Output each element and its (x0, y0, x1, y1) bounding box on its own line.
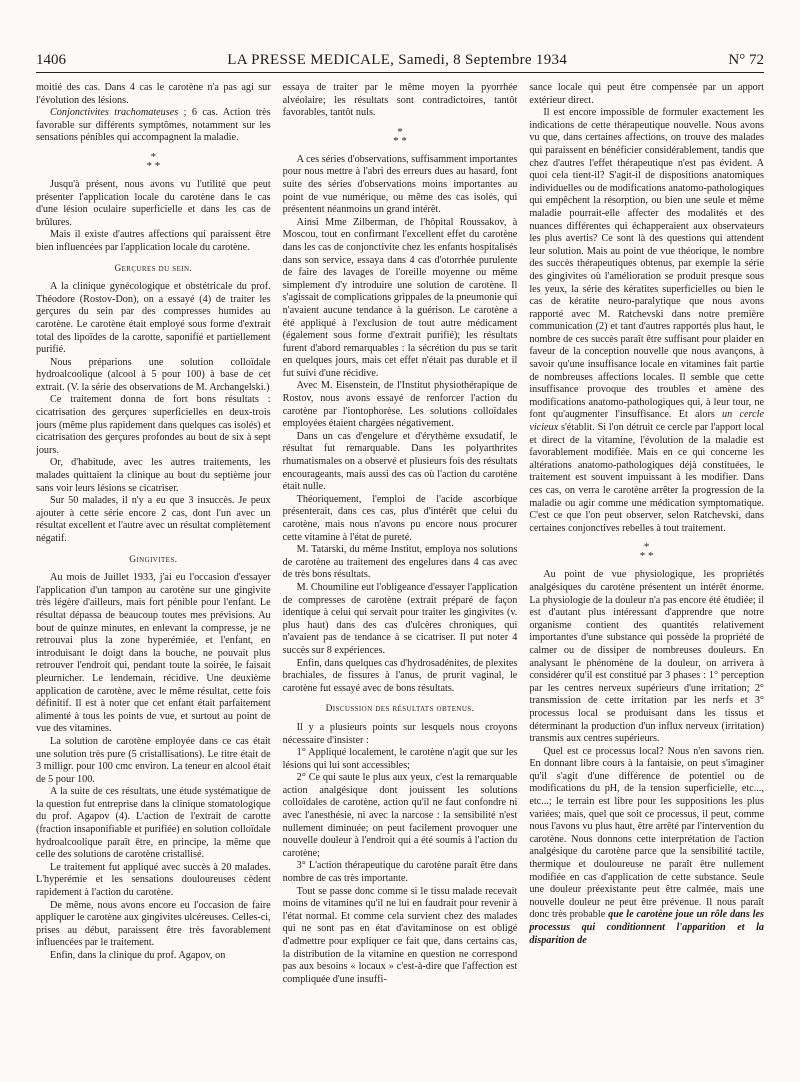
page-number: 1406 (36, 51, 66, 68)
emphasis: que le carotène joue un rôle dans les processus qui conditionnent l'apparition et la disparition de (529, 909, 764, 946)
paragraph: Nous préparions une solution colloïdale hydroalcoolique (alcool à 5 pour 100) à base de cet extrait. (V. la série des observations de M. Archangelski.) (36, 356, 271, 393)
paragraph: A ces séries d'observations, suffisamment importantes pour nous mettre à l'abri des erreurs dues au hasard, font suite des séries d'observations moins importantes au point de vue numérique, ou même des cas isolés, qui présentent néanmoins un grand intérêt. (282, 153, 518, 216)
paragraph: De même, nous avons encore eu l'occasion de faire appliquer le carotène aux gingivites ulcéreuses. Celles-ci, prises au début, paraissent être très favorablement influencées par le traitement. (36, 899, 271, 949)
section-heading: Discussion des résultats obtenus. (325, 704, 475, 715)
paragraph (36, 107, 271, 145)
paragraph: Le traitement fut appliqué avec succès à 20 malades. L'hyperémie et les sensations douloureuses cèdent rapidement à l'action du carotène. (36, 861, 271, 899)
paragraph-lead: Conjonctivites trachomateuses (50, 107, 179, 119)
paragraph: moitié des cas. Dans 4 cas le carotène n'a pas agi sur l'évolution des lésions. (36, 82, 271, 106)
paragraph: Au mois de Juillet 1933, j'ai eu l'occasion d'essayer l'application d'un tampon au carotène sur une gingivite très légère d'ailleurs, mais fort pénible pour l'enfant. Le résultat dépassa de beaucoup toutes mes prévisions. Au bout de quinze minutes, en enlevant la compresse, je ne retrouvai plus la zone hyperémiée, et l'enfant, en introduisant le doigt dans la bouche, ne pouvait plus retrouver l'endroit qui, pendant toute la soirée, le faisait pleurnicher. Le lendemain, récidive. Une deuxième application de carotène, avec le même résultat, cette fois définitif. Il est à noter que cet enfant était parfaitement alimenté à tous les points de vue, et surtout au point de vue des vitamines. (36, 572, 271, 735)
paragraph: 3° L'action thérapeutique du carotène paraît être dans nombre de cas très importante. (282, 860, 518, 885)
page-header (36, 48, 764, 73)
paragraph: sance locale qui peut être compensée par un apport extérieur direct. (529, 82, 764, 106)
section-heading: Gingivites. (129, 554, 178, 565)
paragraph: A la clinique gynécologique et obstétricale du prof. Théodore (Rostov-Don), on a essayé (4) de traiter les gerçures du sein par des compresses humides au carotène. Le carotène était employé sous forme d'extrait total des lipoïdes de la carotte, saponifié et partiellement purifié. (36, 281, 271, 356)
section-separator: * * * (639, 541, 654, 563)
paragraph: Mais il existe d'autres affections qui paraissent être bien influencées par l'application locale du carotène. (36, 229, 271, 253)
paragraph-text: s'établit. Si l'on détruit ce cercle par l'apport local et direct de la vitamine, l'évolution de la maladie est favorablement modifiée. Mais en ce qui concerne les altérations anatomo-pathologiques déjà constituées, le traitement est souvent impuissant à les modifier. Dans ces cas, on verra le carotène arrêter la progression de la maladie ou agir comme une médication symptomatique. C'est ce que l'on peut observer, selon Ratchevski, dans certaines conjonctives rebelles à tout traitement. (529, 422, 764, 534)
paragraph: Avec M. Eisenstein, de l'Institut physiothérapique de Rostov, nous avons essayé de renforcer l'action du carotène par l'iontophorèse. Les solutions colloïdales employées étaient chargées négativement. (282, 380, 518, 430)
paragraph: M. Choumiline eut l'obligeance d'essayer l'application de compresses de carotène (extrait préparé de façon identique à celui qui servait pour traiter les gingivites (v. plus haut) dans des cas d'ulcères chroniques, qui n'avaient pas de tendance à se cicatriser. Il put noter 4 succès sur 8 expériences. (282, 581, 518, 656)
paragraph: La solution de carotène employée dans ce cas était une solution très pure (5 cristallisations). Le titre était de 3 milligr. pour 100 cmc environ. La teneur en alcool était de 5 pour 100. (36, 735, 271, 785)
emphasis: un cercle vicieux (529, 409, 764, 434)
paragraph: Dans un cas d'engelure et d'érythème exsudatif, le résultat fut remarquable. Dans les polyarthrites rhumatismales on a observé et plusieurs fois des résultats encourageants, mais aussi des cas où l'action du carotène était nulle. (282, 430, 518, 493)
column-2 (283, 82, 518, 1068)
article-columns (36, 82, 764, 1068)
paragraph: Ce traitement donna de fort bons résultats : cicatrisation des gerçures superficielles en deux-trois jours (même plus rapidement dans quelques cas isolés) et cicatrisation des gerçures profondes au bout de six à sept jours. (36, 394, 271, 456)
issue-number: N° 72 (728, 51, 764, 68)
paragraph: Ainsi Mme Zilberman, de l'hôpital Roussakov, à Moscou, tout en confirmant l'excellent effet du carotène dans les cas de conjonctivite chez les enfants hospitalisés dans son service, essaya dans 4 cas d'otorrhée purulente de faire des lavages de l'oreille moyenne ou même simplement d'y introduire une solution de carotène. Il s'agissait de complications grippales de la pneumonie qui n'avaient aucune tendance à la guérison. Le carotène a été appliqué à l'exclusion de tout autre médicament (également sous forme d'extrait purifié); les résultats furent d'abord remarquables : la sécrétion du pus se tarit en quelques jours, mais cet effet n'était pas durable et il fut suivi d'une récidive. (282, 216, 518, 379)
paragraph: A la suite de ces résultats, une étude systématique de la question fut entreprise dans la clinique stomatologique du prof. Agapov (4). L'action de l'extrait de carotte (fraction insaponifiable et purifiée) en solution colloïdale hydroalcoolique paraît être, en principe, la même que celle des solutions de carotène cristallisé. (36, 786, 271, 861)
section-separator: * * * (393, 125, 407, 147)
paragraph: Enfin, dans quelques cas d'hydrosadénites, de plexites brachiales, de fissures à l'anus, de prurit vaginal, le carotène fut essayé avec de bons résultats. (282, 657, 518, 694)
column-3 (529, 82, 764, 1068)
paragraph (529, 107, 764, 535)
section-heading: Gerçures du sein. (114, 263, 193, 274)
journal-title: LA PRESSE MEDICALE, Samedi, 8 Septembre 1934 (227, 51, 568, 68)
paragraph: Il y a plusieurs points sur lesquels nous croyons nécessaire d'insister : (282, 721, 518, 746)
paragraph: Tout se passe donc comme si le tissu malade recevait moins de vitamines qu'il ne lui en faudrait pour revenir à l'état normal. Et comme cela survient chez des malades qui ne sont pas en état d'avitaminose on est obligé d'admettre pour expliquer ce fait que, dans certains cas, la distribution de la vitamine en question ne correspond pas aux besoins « locaux » c'est-à-dire que l'affection est compliquée d'une insuffi- (282, 885, 518, 985)
paragraph: Jusqu'à présent, nous avons vu l'utilité que peut présenter l'application locale du carotène dans le cas d'une lésion oculaire superficielle et dans les cas de brûlures. (36, 178, 271, 228)
paragraph: 1° Appliqué localement, le carotène n'agit que sur les lésions qui lui sont accessibles; (282, 747, 518, 771)
paragraph: Théoriquement, l'emploi de l'acide ascorbique présenterait, dans ces cas, plus d'intérêt que celui du carotène, mais nous n'avons pu encore nous procurer cette vitamine à l'état de pureté. (282, 493, 518, 543)
paragraph: 2° Ce qui saute le plus aux yeux, c'est la remarquable action analgésique dont jouissent les solutions colloïdales de carotène, action qu'il ne faut confondre ni avec l'anesthésie, ni avec la narcose : la sensibilité n'est nullement diminuée; on peut facilement provoquer une nouvelle douleur à l'endroit qui a été soumis à l'action du carotène; (282, 772, 518, 859)
column-1 (36, 82, 271, 1068)
paragraph: M. Tatarski, du même Institut, employa nos solutions de carotène au traitement des engelures dans 4 cas avec de très bons résultats. (282, 544, 518, 581)
paragraph: essaya de traiter par le même moyen la pyorrhée alvéolaire; les résultats sont contradictoires, tantôt favorables, tantôt nuls. (282, 82, 518, 119)
paragraph: Or, d'habitude, avec les autres traitements, les malades quittaient la clinique au bout du septième jour sans voir leurs lésions se cicatriser. (36, 457, 271, 494)
section-separator: * * * (146, 150, 161, 172)
paragraph: Sur 50 malades, il n'y a eu que 3 insuccès. Je peux ajouter à cette série encore 2 cas, dont l'un avec un résultat excellent et l'autre avec un résultat complètement négatif. (36, 495, 271, 544)
paragraph-text: Il est encore impossible de formuler exactement les indications de cette thérapeutique nouvelle. Nous avons vu que, dans certaines affections, on trouve des malades qui paraissent en bénéficier considérablement, tandis que chez d'autres l'effet thérapeutique n'est pas évident. A quoi cela tient-il? S'agit-il de dispositions anatomiques individuelles ou de modifications anatomo-pathologiques qui empêchent la résorption, ou bien une seule et même maladie pourrait-elle affecter des modalités et des nuances différentes qui échapperaient aux observateurs les plus avertis? Ce sont là des questions qui attendent leur solution. Mais au point de vue théorique, le nombre des succès thérapeutiques obtenus, par exemple la série des gingivites où l'amélioration se produit presque sous les yeux, la série des kératites superficielles ou bien le cas de kératite neuro-paralytique que nous avons rapporté avec M. Ratchevski dans notre première communication (2) et tant d'autres rapportés plus haut, le nombre de ces succès paraît être suffisant pour plaider en faveur de la conception nouvelle que nous avançons, à savoir qu'une insuffisance locale en vitamines fait partie de nombreuses affections locales. Il semble que cette insuffisance provoque des troubles et amène des modifications anatomo-pathologiques qui, à leur tour, ne font qu'augmenter l'insuffisance. Et alors (529, 107, 764, 421)
paragraph-text: Quel est ce processus local? Nous n'en savons rien. En donnant libre cours à la fantaisie, on peut s'imaginer qu'il s'agit d'une différence de potentiel ou de modifications du pH, de la tension superficielle, etc..., etc...; le terrain est libre pour les suppositions les plus variées; mais, quel que soit ce processus, il peut, comme nous l'avons vu plus haut, être arrêté par l'intervention du carotène. Nous donnons cette interprétation de l'action analgésique du carotène parce que la sensibilité tactile, thermique et douloureuse ne paraît être nullement modifiée en cas d'application de cette substance. Seule une douleur préexistante peut être calmée, mais une nouvelle douleur ne peut être prévenue. Il nous paraît donc très probable (529, 745, 764, 921)
paragraph (529, 746, 764, 948)
paragraph-text: ; 6 cas. Action très favorable sur différents symptômes, notamment sur les sensations pénibles qui accompagnent la maladie. (36, 107, 271, 144)
paragraph: Au point de vue physiologique, les propriétés analgésiques du carotène présentent un intérêt énorme. La physiologie de la douleur n'a pas encore été étudiée; il est d'autant plus intéressant d'apprendre que notre organisme contient des quantités relativement importantes d'une substance qui possède la propriété de calmer ou de dissiper de nombreuses douleurs. En analysant le phénomène de la douleur, on arrivera à considérer qu'il est constitué par 3 phases : 1° perception par les centres nerveux supérieurs d'une irritation; 2° transmission de cette irritation par les nerfs et 3° processus local se produisant dans les tissus et déterminant la production d'un influx nerveux (irritation) transmis aux centres supérieurs. (529, 569, 764, 745)
paragraph: Enfin, dans la clinique du prof. Agapov, on (50, 950, 226, 961)
